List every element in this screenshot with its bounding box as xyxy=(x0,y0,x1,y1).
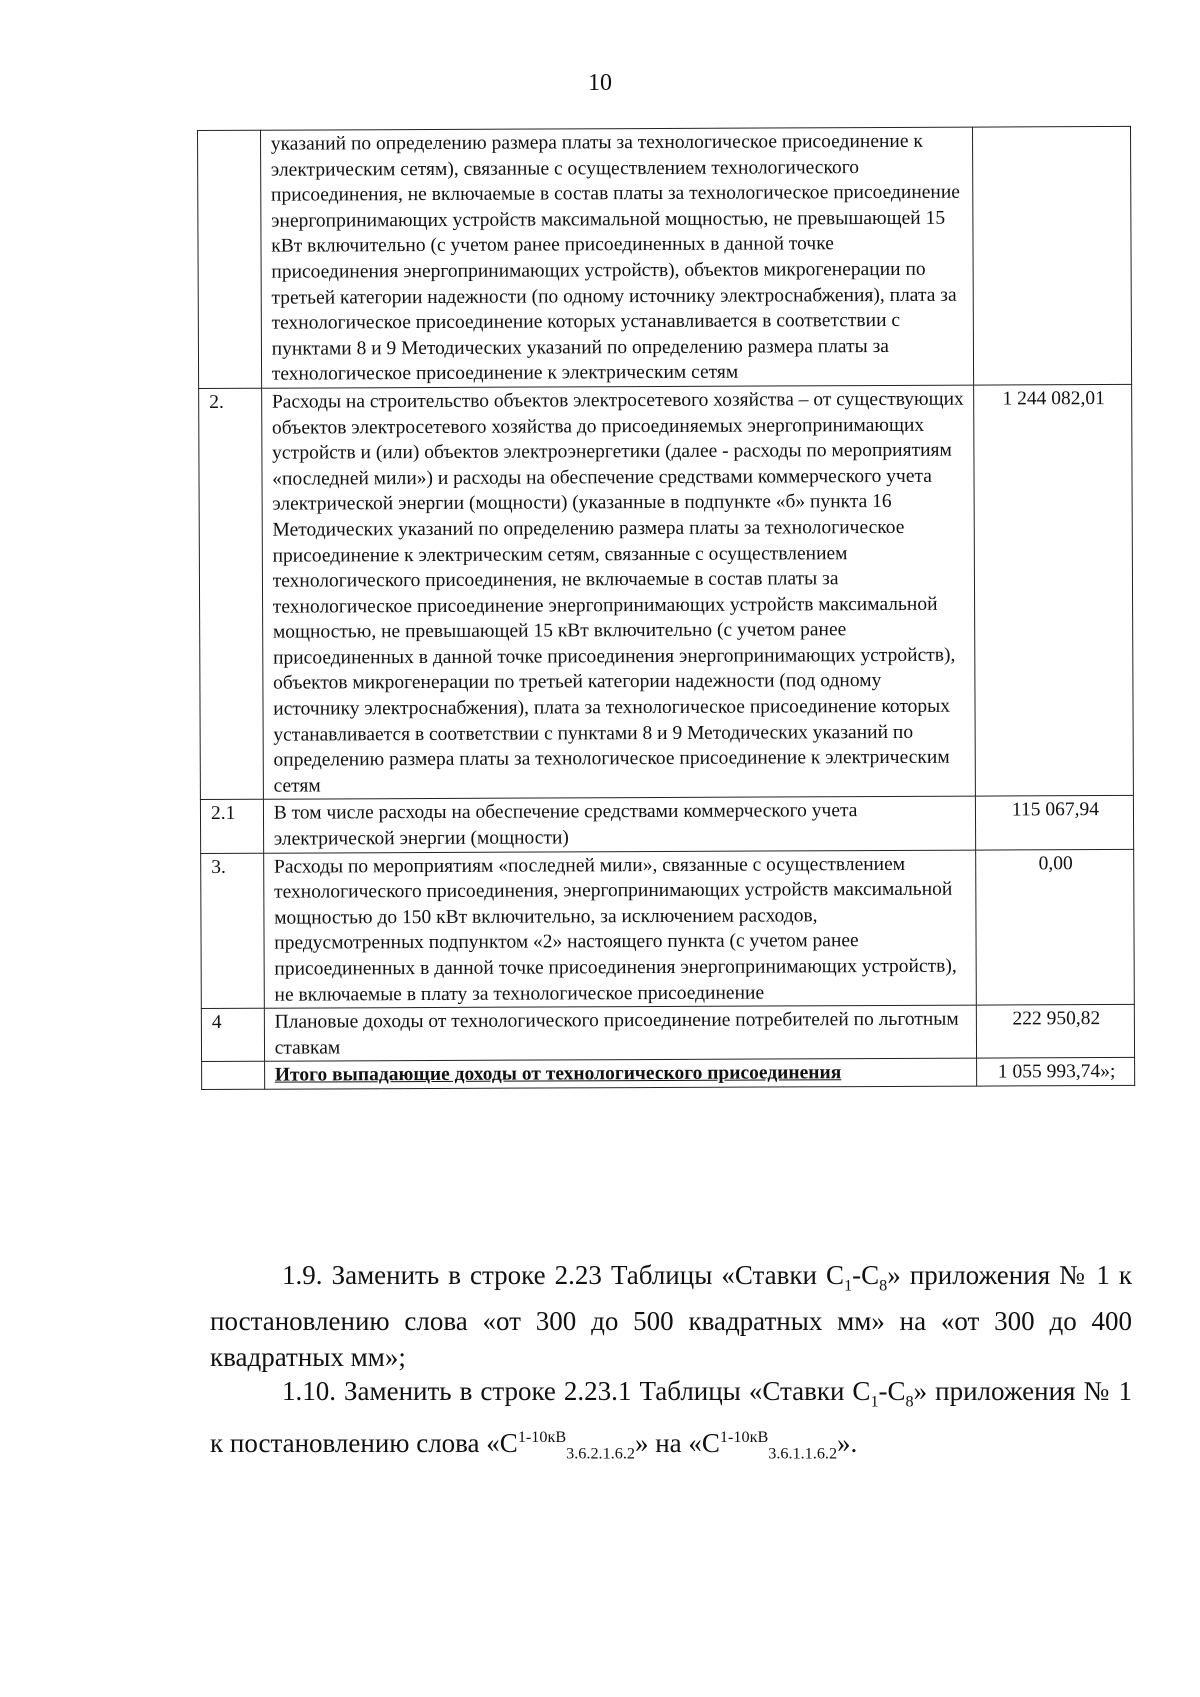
paragraph-text: 1.9. Заменить в строке 2.23 Таблицы «Ставки C xyxy=(282,1260,845,1290)
paragraph-text: ». xyxy=(837,1428,858,1459)
row-number: 2.1 xyxy=(200,800,263,853)
table-row xyxy=(198,126,1132,388)
table-row xyxy=(199,384,1134,800)
row-value: 0,00 xyxy=(976,849,1135,1005)
row-value xyxy=(972,126,1131,385)
subscript: 1 xyxy=(870,1392,879,1411)
expense-table xyxy=(197,126,1135,1090)
subscript: 3.6.1.1.6.2 xyxy=(768,1444,838,1463)
superscript: 1-10кВ xyxy=(719,1428,769,1447)
row-number xyxy=(202,1062,265,1090)
table-row xyxy=(201,1005,1134,1062)
table-row xyxy=(200,796,1133,853)
paragraph-text: -C xyxy=(878,1376,906,1406)
subscript: 8 xyxy=(879,1276,888,1295)
row-description: В том числе расходы на обеспечение средствами коммерческого учета электрической энергии (мощности) xyxy=(263,797,975,853)
row-value: 222 950,82 xyxy=(976,1005,1134,1059)
row-number: 3. xyxy=(201,853,264,1009)
amendment-paragraph-1-9 xyxy=(210,1257,1132,1375)
row-description: Расходы на строительство объектов электросетевого хозяйства – от существующих объектов электросетевого хозяйства до присоединяемых энергопринимающих устройств и (или) объектов электроэнергетики (далее - расходы по мероприятиям «последней мили») и расходы на обеспечение средствами коммерческого учета электрической энергии (мощности) (указанные в подпункте «б» пункта 16 Методических указаний по определению размера платы за технологическое присоединение к электрическим сетям, связанные с осуществлением технологического присоединения, не включаемые в состав платы за технологическое присоединение энергопринимающих устройств максимальной мощностью, не превышающей 15 кВт включительно (с учетом ранее присоединенных в данной точке присоединения энергопринимающих устройств), объектов микрогенерации по третьей категории надежности (под одному источнику электроснабжения), плата за технологическое присоединение которых устанавливается в соответствии с пунктами 8 и 9 Методических указаний по определению размера платы за технологическое присоединение к электрическим сетям xyxy=(261,385,975,800)
row-number: 2. xyxy=(199,388,264,800)
row-description: Расходы по мероприятиям «последней мили», связанные с осуществлением технологического присоединения, энергопринимающих устройств максимальной мощностью до 150 кВт включительно, за исключением расходов, предусмотренных подпунктом «2» настоящего пункта (с учетом ранее присоединенных в данной точке присоединения энергопринимающих устройств), не включаемые в плату за технологическое присоединение xyxy=(263,850,976,1009)
row-description: указаний по определению размера платы за технологическое присоединение к электрическим сетям), связанные с осуществлением технологического присоединения, не включаемые в состав платы за технологическое присоединение энергопринимающих устройств максимальной мощностью, не превышающей 15 кВт включительно (с учетом ранее присоединенных в данной точке присоединения энергопринимающих устройств), объектов микрогенерации по третьей категории надежности (по одному источнику электроснабжения), плата за технологическое присоединение которых устанавливается в соответствии с пунктами 8 и 9 Методических указаний по определению размера платы за технологическое присоединение к электрическим сетям xyxy=(260,127,973,388)
row-value: 115 067,94 xyxy=(975,796,1133,850)
paragraph-text: 1.10. Заменить в строке 2.23.1 Таблицы «Ставки C xyxy=(282,1376,871,1406)
row-description: Плановые доходы от технологического присоединение потребителей по льготным ставкам xyxy=(264,1005,976,1061)
row-number xyxy=(198,130,262,388)
paragraph-text: » на «C xyxy=(634,1428,720,1459)
subscript: 3.6.2.1.6.2 xyxy=(566,1444,635,1463)
page-number: 10 xyxy=(588,70,612,96)
table-row-total xyxy=(202,1058,1135,1090)
superscript: 1-10кВ xyxy=(517,1428,567,1447)
paragraph-text: » приложения № 1 к постановлению слова «от 300 до 500 квадратных мм» на «от 300 до 400 квадратных мм»; xyxy=(210,1260,1132,1373)
paragraph-text: » приложения № 1 к постановлению слова «C xyxy=(210,1376,1133,1459)
row-number: 4 xyxy=(201,1008,264,1061)
row-value: 1 244 082,01 xyxy=(974,384,1134,796)
total-label: Итого выпадающие доходы от технологического присоединения xyxy=(264,1058,976,1089)
amendment-paragraph-1-10 xyxy=(210,1373,1132,1472)
total-value: 1 055 993,74»; xyxy=(976,1058,1134,1086)
subscript: 8 xyxy=(905,1392,914,1411)
subscript: 1 xyxy=(844,1276,853,1295)
paragraph-text: -C xyxy=(852,1260,880,1290)
table-row xyxy=(201,849,1135,1009)
